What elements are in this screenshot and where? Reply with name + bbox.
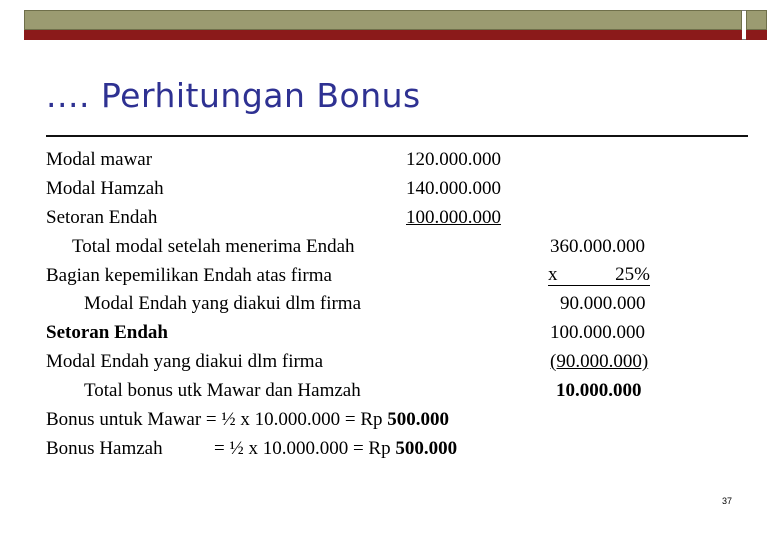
modal-hamzah-label: Modal Hamzah: [46, 178, 164, 199]
modal-diakui2-label: Modal Endah yang diakui dlm firma: [46, 351, 324, 372]
modal-mawar-value: 120.000.000: [406, 149, 501, 170]
title-rule: [46, 135, 748, 137]
bonus-hamzah-amount: 500.000: [395, 438, 458, 459]
bonus-hamzah-line: [214, 438, 457, 460]
modal-hamzah-value: 140.000.000: [406, 178, 501, 199]
modal-diakui-value: 90.000.000: [560, 293, 646, 314]
setoran-endah2-label: Setoran Endah: [46, 322, 168, 343]
slide-title: .... Perhitungan Bonus: [46, 76, 421, 115]
bagian-percent: 25%: [615, 264, 650, 285]
bonus-mawar-line: [46, 409, 449, 431]
modal-diakui-label: Modal Endah yang diakui dlm firma: [84, 293, 362, 314]
bagian-label: Bagian kepemilikan Endah atas firma: [46, 265, 332, 286]
top-bar-red: [24, 30, 742, 40]
bonus-hamzah-label: Bonus Hamzah: [46, 438, 163, 459]
total-modal-value: 360.000.000: [550, 236, 645, 257]
top-bar-square-olive: [746, 10, 767, 30]
bonus-mawar-text: Bonus untuk Mawar = ½ x 10.000.000 = Rp: [46, 409, 383, 430]
top-bar-olive: [24, 10, 742, 30]
setoran-endah-value: 100.000.000: [406, 207, 501, 228]
total-modal-label: Total modal setelah menerima Endah: [72, 236, 355, 257]
bagian-x: x: [548, 264, 558, 285]
modal-diakui2-value: (90.000.000): [550, 351, 649, 372]
setoran-endah2-value: 100.000.000: [550, 322, 645, 343]
total-bonus-value: 10.000.000: [556, 380, 642, 401]
bonus-hamzah-text: = ½ x 10.000.000 = Rp: [214, 438, 391, 459]
bagian-multiplier: [548, 264, 650, 286]
bonus-mawar-amount: 500.000: [387, 409, 450, 430]
total-bonus-label: Total bonus utk Mawar dan Hamzah: [84, 380, 361, 401]
top-bar-square-red: [746, 30, 767, 40]
page-number: 37: [722, 496, 733, 506]
setoran-endah-label: Setoran Endah: [46, 207, 158, 228]
modal-mawar-label: Modal mawar: [46, 149, 153, 170]
